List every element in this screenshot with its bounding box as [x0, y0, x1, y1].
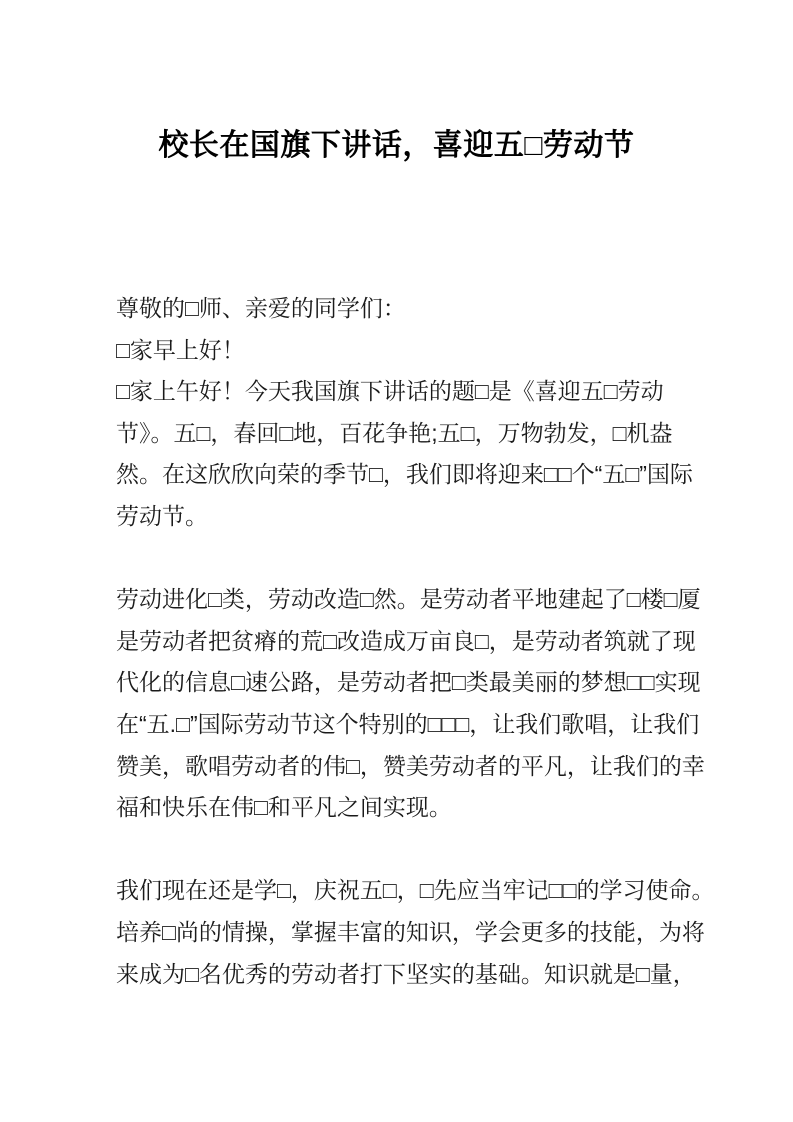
document-title: 校长在国旗下讲话，喜迎五□劳动节 [158, 129, 635, 162]
text-line: □家早上好！ [116, 336, 245, 363]
text-line: 代化的信息□速公路，是劳动者把□类最美丽的梦想□□实现 [116, 669, 701, 696]
text-line: 是劳动者把贫瘠的荒□改造成万亩良□，是劳动者筑就了现 [116, 627, 696, 654]
text-line: 尊敬的□师、亲爱的同学们： [116, 295, 406, 321]
text-line: 在“五.□”国际劳动节这个特别的□□□，让我们歌唱，让我们 [116, 710, 700, 737]
text-line: 节》。五□，春回□地，百花争艳;五□，万物勃发，□机盎 [116, 419, 673, 446]
text-line: 劳动节。 [116, 502, 208, 529]
text-line: 来成为□名优秀的劳动者打下坚实的基础。知识就是□量， [116, 960, 696, 987]
text-line: □家上午好！今天我国旗下讲话的题□是《喜迎五□劳动 [116, 378, 664, 405]
paragraph-student-mission [116, 870, 715, 995]
text-line: 福和快乐在伟□和平凡之间实现。 [116, 794, 452, 821]
text-line: 赞美，歌唱劳动者的伟□，赞美劳动者的平凡，让我们的幸 [116, 752, 705, 779]
paragraph-labor-praise [116, 579, 705, 829]
document-body [116, 288, 715, 995]
paragraph-greeting [116, 288, 693, 538]
text-line: 劳动进化□类，劳动改造□然。是劳动者平地建起了□楼□厦 [116, 586, 701, 613]
text-line: 然。在这欣欣向荣的季节□，我们即将迎来□□个“五□”国际 [116, 461, 693, 488]
text-line: 我们现在还是学□，庆祝五□，□先应当牢记□□的学习使命。 [116, 877, 715, 904]
text-line: 培养□尚的情操，掌握丰富的知识，学会更多的技能，为将 [116, 918, 705, 945]
